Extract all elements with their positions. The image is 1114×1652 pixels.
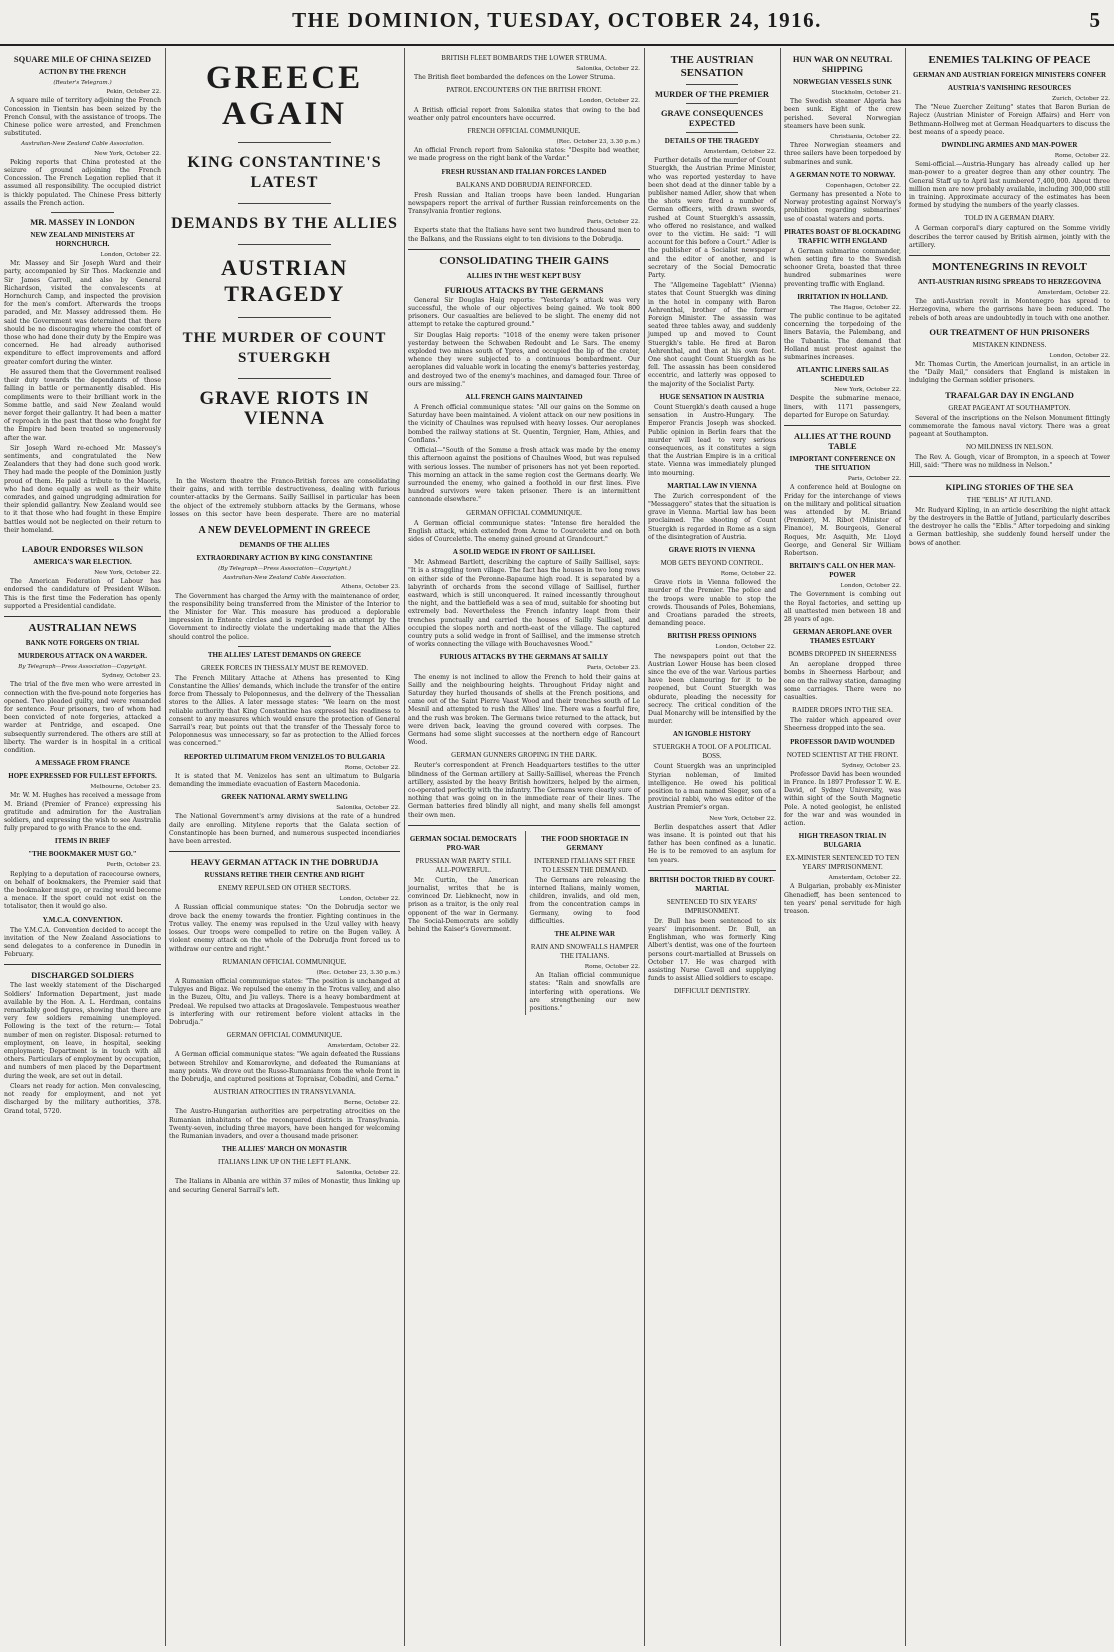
dateline: (Rec. October 23, 3.30 p.m.) [556, 139, 640, 146]
headline: RAIDER DROPS INTO THE SEA. [792, 706, 893, 715]
article-text: Mr. Curtin, the American journalist, writes that he is convinced Dr. Liebknecht, now in prison as a traitor, is the only real opponent of the war in Germany. The Social-Democrats are solidly behind the Kaiser's Government. [408, 876, 519, 934]
subheadline: DETAILS OF THE TRAGEDY [664, 137, 760, 145]
article-text: Several of the inscriptions on the Nelson Monument fittingly commemorate the famous naval victory. There was a great pageant at Southampton. [909, 414, 1110, 439]
article-text: Official—"South of the Somme a fresh attack was made by the enemy this afternoon against the positions of Chaulnes Wood, but was repulsed with serious losses. The number of prisoners has not yet been reported. This morning an attack in the same region cost the Germans dearly. We surrounded the enemy, who gained a foothold in our first lines. Five hundred survivors were taken prisoner. There is an intermittent cannonade elsewhere." [408, 447, 640, 504]
article-text: A British official report from Salonika states that owing to the bad weather only patrol encounters have occurred. [408, 106, 640, 122]
headline-deck: THE MURDER OF COUNT STUERGKH [182, 330, 387, 366]
headline: GERMAN OFFICIAL COMMUNIQUE. [466, 508, 582, 517]
source-line: Australian-New Zealand Cable Association. [223, 575, 346, 582]
divider [4, 616, 161, 617]
dateline: The Hague, October 22. [830, 304, 901, 311]
subheadline: NORWEGIAN VESSELS SUNK [793, 78, 892, 86]
article-text: The French Military Attache at Athens has presented to King Constantine the Allies' demands, which include the transfer of the entire force from Thessaly to Peloponnesus, and the delivery of the Thessalian stores to the Allies. A later message states: "We learn on the most reliable authority that King Constantine has expressed his readiness to consent to any measures which would ensure the protection of General Sarrail's rear, but points out that the transfer of the Thessaly force to Peloponnesus was unnecessary, so far as protection to the Allied forces was concerned." [169, 674, 400, 748]
headline: PROFESSOR DAVID WOUNDED [790, 737, 895, 746]
headline: ALLIES AT THE ROUND TABLE [793, 431, 892, 452]
article-text: A conference held at Boulogne on Friday for the interchange of views on the military and political situation was attended by M. Briand (Premier), M. Ribot (Minister of Finance), M. Bourgeois, General Roques, Mr. Asquith, Mr. Lloyd George, and General Sir William Robertson. [784, 484, 901, 557]
subheadline: INTERNED ITALIANS SET FREE TO LESSEN THE DEMAND. [534, 856, 636, 874]
article-text: A Bulgarian, probably ex-Minister Ghenadieff, has been sentenced to ten years' penal servitude for high treason. [784, 883, 901, 915]
masthead [0, 0, 1114, 46]
subheadline: MOB GETS BEYOND CONTROL. [660, 558, 764, 567]
source-line: By Telegraph—Press Association—Copyright. [18, 663, 147, 670]
divider [51, 212, 114, 213]
dateline: Stockholm, October 21. [831, 90, 901, 96]
headline: HEAVY GERMAN ATTACK IN THE DOBRUDJA [190, 857, 379, 868]
divider [238, 378, 330, 379]
subheadline: AMERICA'S WAR ELECTION. [33, 557, 132, 566]
source-line: (Reuter's Telegram.) [53, 80, 112, 86]
article-text: The last weekly statement of the Discharged Soldiers' Information Department, just made available by the Hon. A. L. Herdman, contains remarkably good figures, showing that there are very few soldiers remaining unemployed. Following is the text of the return:— Total number of men on register. Disposal: returned to employment, on leave, in hospital, seeking employment; Department is in touch with all others. Particulars of employment by occupation, and numbers of men placed by the Department during the week, are set out in detail. [4, 982, 161, 1080]
headline: ALL FRENCH GAINS MAINTAINED [465, 393, 583, 402]
headline: AUSTRALIAN NEWS [28, 621, 137, 634]
subheadline: STUERGKH A TOOL OF A POLITICAL BOSS. [653, 743, 771, 761]
divider [909, 255, 1110, 256]
divider [909, 476, 1110, 477]
article-text: Mr. Rudyard Kipling, in an article describing the night attack by the destroyers in the Battle of Jutland, particularly describes the destroyer he calls the "Eblis." After torpedoing and sinking a German battleship, she suddenly found herself under the bows of another. [909, 506, 1110, 547]
headline-deck: GRAVE RIOTS IN VIENNA [199, 388, 370, 429]
headline: TOLD IN A GERMAN DIARY. [964, 214, 1055, 223]
subheadline: NEW ZEALAND MINISTERS AT HORNCHURCH. [30, 231, 135, 249]
headline: TRAFALGAR DAY IN ENGLAND [945, 389, 1074, 400]
subheadline: ACTION BY THE FRENCH [39, 68, 126, 76]
article-text: The enemy is not inclined to allow the French to hold their gains at Sailly and the neighbouring heights. Throughout Friday night and Saturday they hurled thousands of shells at the French positions, and came out of the Saint Pierre Vaast Wood and their trenches south of Le Mesnil and attempted to rush the Allies' line. There was a fearful fire, and the rush was broken. The Germans twice returned to the attack, but were driven back, leaving the ground covered with corpses. The Germans had some slight successes at the northern edge of Rancourt Wood. [408, 673, 640, 747]
dateline: London, October 22. [339, 896, 400, 903]
article-text: Peking reports that China protested at the seizure of ground adjoining the French Concession. The French Legation replied that it assumed all responsibility. The occupied district is thickly populated. The Chinese Press bitterly assails the French action. [4, 158, 161, 207]
article-text: Sir Douglas Haig reports: "1018 of the enemy were taken prisoner yesterday between the Schwaben Redoubt and Le Sars. The enemy exploded two mines south of Ypres, and occupied the lip of the crater, whence they were subjected to a continuous bombardment. Our aeroplanes did valuable work in locating the enemy's batteries yesterday, and destroyed two of the enemy's machines, and damaged four. Three of ours are missing." [408, 331, 640, 388]
subheadline: GRAVE CONSEQUENCES EXPECTED [660, 108, 764, 128]
headline: AN IGNOBLE HISTORY [672, 730, 752, 739]
divider [408, 825, 640, 826]
masthead-title: THE DOMINION, TUESDAY, OCTOBER 24, 1916. [292, 8, 822, 32]
divider [238, 646, 330, 647]
headline: GREEK NATIONAL ARMY SWELLING [221, 793, 348, 802]
dateline: New York, October 22. [834, 387, 901, 394]
article-text: Reuter's correspondent at French Headquarters testifies to the utter blindness of the German artillery at Sailly-Saillisel, whereas the French artillery, assisted by the heavy British howitzers, helped by the airmen, co-operated perfectly with the infantry. The Germans were clearly sure of nothing that was going on in the immediate rear of their lines. The German batteries fired blindly all night, and many shells fell amongst their own men. [408, 762, 640, 819]
article-text: The Government has charged the Army with the maintenance of order, the responsibility being transferred from the Minister of the Interior to the Minister for War. This measure has produced a deplorable impression in Entente circles and is regarded as an attempt by the Government to indirectly violate the undertaking made that the Allies should control the police. [169, 592, 400, 641]
article-text: Grave riots in Vienna followed the murder of the Premier. The police and the troops were unable to stop the crowds. Thousands of Poles, Bohemians, and Croatians paraded the streets, demanding peace. [648, 579, 776, 628]
article-text: Three Norwegian steamers and three sailers have been torpedoed by submarines and sunk. [784, 142, 901, 166]
article-text: Count Stuergkh was an unprincipled Styrian nobleman, of limited intelligence. He owed his political position to a man named Sieger, son of a provincial rabbi, who was editor of the Austrian Premier's organ. [648, 763, 776, 812]
dateline: Salonika, October 22. [336, 1170, 400, 1177]
article-text: An official French report from Salonika states: "Despite bad weather, we made progress on the right bank of the Vardar." [408, 147, 640, 163]
bottom-split [408, 831, 640, 1015]
headline: AUSTRIAN ATROCITIES IN TRANSYLVANIA. [213, 1088, 356, 1097]
dateline: Amsterdam, October 22. [327, 1043, 400, 1050]
subheadline: EX-MINISTER SENTENCED TO TEN YEARS' IMPRISONMENT. [785, 854, 900, 872]
main-headline: GREECE AGAIN [205, 60, 364, 132]
headline: DWINDLING ARMIES AND MAN-POWER [941, 141, 1078, 150]
article-text: The anti-Austrian revolt in Montenegro has spread to Herzegovina, where the garrisons have been reduced. The rebels of both areas are undoubtedly in touch with one another. [909, 298, 1110, 322]
dateline: Copenhagen, October 22. [825, 182, 901, 189]
article-text: Further details of the murder of Count Stuergkh, the Austrian Prime Minister, who was reported yesterday to have been shot dead at the dinner table by a publisher named Adler, show that when the shots were fired a number of German officers, with drawn swords, rushed at Count Stuergkh's assassin, who offered no resistance, and walked over to the victim. He said: "I will account for this before a Court." Adler is the publisher of a Socialist newspaper and the editor of another, and is secretary of the Social Democratic Party. [648, 157, 776, 280]
divider [686, 132, 737, 133]
dateline: Christiania, October 22. [830, 134, 901, 141]
article-text: A German official communique states: "Intense fire heralded the English attack, which extended from Acme to Courcelette and on both sides of Courcelette. The enemy gained ground at Grandcourt." [408, 519, 640, 543]
article-text: The Swedish steamer Algeria has been sunk. Eight of the crew perished. Several Norwegian steamers have been sunk. [784, 98, 901, 130]
article-text: A German submarine commander, when setting fire to the Swedish schooner Greta, boasted that three hundred submarines were preventing traffic with England. [784, 247, 901, 288]
divider [238, 203, 330, 204]
dateline: Salonika, October 22. [576, 66, 640, 72]
headline-deck: AUSTRIAN TRAGEDY [221, 255, 348, 306]
dateline: London, October 22. [1049, 352, 1110, 359]
article-text: A French official communique states: "All our gains on the Somme on Saturday have been maintained. A violent attack on our new positions in the vicinity of Chaulnes was repulsed with heavy losses. Our aeroplanes bombed the railway stations at St. Quentin, Tergnier, Ham, Athies, and Conflans." [408, 404, 640, 444]
dateline: Rome, October 22. [1054, 153, 1110, 160]
subheadline: THE "EBLIS" AT JUTLAND. [966, 495, 1053, 504]
dateline: London, October 22. [579, 98, 640, 105]
headline: DISCHARGED SOLDIERS [31, 970, 134, 981]
subheadline: SENTENCED TO SIX YEARS' IMPRISONMENT. [666, 897, 758, 915]
subheadline: NOTED SCIENTIST AT THE FRONT. [786, 750, 899, 759]
article-text: The Y.M.C.A. Convention decided to accept the invitation of the New Zealand Associations to send delegates to a conference in Dunedin in February. [4, 926, 161, 959]
article-text: Count Stuergkh's death caused a huge sensation in Austro-Hungary. The Emperor Francis Joseph was shocked. Public opinion in Berlin fears that the murder will lead to very serious consequences, as it constitutes a sign that the Austrian Empire is in a critical state. Vienna was immediately plunged into mourning. [648, 403, 776, 477]
divider [238, 317, 330, 318]
food-article [525, 831, 641, 1015]
article-text: Professor David has been wounded in France. In 1897 Professor T. W. E. David, of Sydney University, was within sight of the South Magnetic Pole. A noted geologist, he enlisted for the war and was wounded in action. [784, 770, 901, 827]
dateline: Sydney, October 23. [841, 762, 901, 769]
article-text: Despite the submarine menace, liners, with 1171 passengers, departed for Europe on Saturday. [784, 395, 901, 419]
war-summary-intro [170, 478, 400, 518]
headline: ITEMS IN BRIEF [54, 837, 111, 846]
dateline: (Rec. October 23, 3.30 p.m.) [316, 969, 400, 976]
headline: THE ALLIES' LATEST DEMANDS ON GREECE [207, 650, 362, 659]
article-text: Berlin despatches assert that Adler was insane. It is pointed out that his father has been confined as a lunatic. He is to be removed to an asylum for ten years. [648, 823, 776, 864]
article-text: An Italian official communique states: "Rain and snowfalls are interfering with operations. We are strengthening our new positions." [529, 972, 640, 1013]
headline: THE ALLIES' MARCH ON MONASTIR [221, 1145, 348, 1154]
dateline: Rome, October 22. [720, 570, 776, 577]
divider [686, 84, 737, 85]
dateline: Amsterdam, October 22. [703, 149, 776, 155]
subheadline: BOMBS DROPPED IN SHEERNESS [788, 650, 897, 659]
subheadline: RAIN AND SNOWFALLS HAMPER THE ITALIANS. [530, 943, 639, 961]
divider [686, 103, 737, 104]
headline: A NEW DEVELOPMENT IN GREECE [198, 525, 371, 536]
article-text: Sir Joseph Ward re-echoed Mr. Massey's sentiments, and congratulated the New Zealanders that they had done such good work. They had made the people of the Dominion justly proud of them. He paid a tribute to the Maoris, who had done equally as well as their white comrades, and gained ungrudging admiration for their splendid gallantry. New Zealand would see to it that those who had fought in these Empire battles would not be neglected on their return to their homeland. [4, 444, 161, 534]
divider [408, 249, 640, 250]
headline: THE ALPINE WAR [554, 930, 616, 939]
headline: PATROL ENCOUNTERS ON THE BRITISH FRONT. [446, 86, 602, 95]
article-text: He assured them that the Government realised their duty towards the dependants of those falling in battle or permanently disabled. His compliments were to their brilliant work in the Somme battle, and said New Zealand would never forget their gallantry. It had been a matter of reproach in the past that those who fought for the Empire had been treated so ungenerously after the war. [4, 368, 161, 442]
headline: FURIOUS ATTACKS BY THE GERMANS AT SAILLY [439, 653, 609, 662]
article-text: In the Western theatre the Franco-British forces are consolidating their gains, and with terrible destructiveness, dealing with furious counter-attacks by the Germans. Sailly Saillisel in particular has been the object of the extremely stubborn attacks by the Germans, whose losses on this sector have been desperate. There are no material [170, 478, 400, 518]
subheadline: DEMANDS OF THE ALLIES [239, 541, 330, 549]
subheadline: MISTAKEN KINDNESS. [972, 340, 1047, 349]
divider [648, 870, 776, 871]
column-2-headlines [165, 50, 404, 500]
subheadline: HOPE EXPRESSED FOR FULLEST EFFORTS. [8, 772, 157, 781]
article-text: The "Neue Zuercher Zeitung" states that Baron Burian de Rajecz (Austrian Minister of Foreign Affairs) and Herr von Bethmann-Hollweg met at German Headquarters to discuss the best means of a speedy peace. [909, 104, 1110, 136]
headline: A SOLID WEDGE IN FRONT OF SAILLISEL [452, 548, 596, 557]
dateline: Amsterdam, October 22. [1037, 290, 1110, 297]
headline: ENEMIES TALKING OF PEACE [928, 54, 1091, 66]
headline: KIPLING STORIES OF THE SEA [945, 481, 1074, 492]
divider [784, 425, 901, 426]
divider [238, 244, 330, 245]
dateline: Zurich, October 22. [1052, 96, 1110, 102]
headline: REPORTED ULTIMATUM FROM VENIZELOS TO BULGARIA [183, 752, 386, 761]
column-2-greece [165, 520, 404, 1646]
headline: BRITISH DOCTOR TRIED BY COURT-MARTIAL [649, 875, 775, 893]
article-text: Mr. Ashmead Bartlett, describing the capture of Sailly Saillisel, says: "It is a straggling town village. The fact has the houses in two long rows on either side of the Peronne-Bapaume high road. It is separated by a labyrinth of orchards from the second village of Saillisel, further eastward, which is still unconquered. It rained incessantly throughout the night, and the battlefield was a sea of mud, suitable for shooting but extremely bad. Nevertheless the French infantry leapt from their trenches punctually and carried the houses of Sailly Saillisel, and occupied the slopes north and north-east of the village. The captured country puts a solid wedge in front of Saillisel, and the immense stretch of works connecting the village with Bouchavesnes Wood." [408, 559, 640, 649]
headline: A GERMAN NOTE TO NORWAY. [789, 170, 896, 179]
headline: THE FOOD SHORTAGE IN GERMANY [541, 834, 629, 852]
subheadline: BANK NOTE FORGERS ON TRIAL [25, 638, 140, 647]
article-text: The American Federation of Labour has endorsed the candidature of President Wilson. This is the first time the Federation has openly supported a Presidential candidate. [4, 578, 161, 610]
headline: GERMAN AEROPLANE OVER THAMES ESTUARY [792, 628, 893, 646]
headline: MARTIAL LAW IN VIENNA [667, 481, 757, 490]
source-line: (By Telegraph—Press Association—Copyright.) [218, 566, 351, 572]
article-text: Mr. Massey and Sir Joseph Ward and their party, accompanied by Sir Thos. Mackenzie and Sir James Carroll, and also by General Richardson, visited the convalescents at Hornchurch Camp, and inspected the provision for the men's comfort. Afterwards the troops paraded, and Mr. Massey addressed them. He said the Government was determined that there should be no discouraging where the comfort of those who had done their duty by the Empire was concerned. He had already authorised expenditure to effect improvements and afford greater comfort during the winter. [4, 260, 161, 366]
dateline: Paris, October 22. [847, 476, 901, 483]
dateline: Sydney, October 23. [101, 673, 161, 680]
headline-deck: KING CONSTANTINE'S LATEST [187, 154, 382, 191]
headline: HUGE SENSATION IN AUSTRIA [659, 392, 765, 401]
socdem-article [408, 831, 519, 1015]
subheadline: GREEK FORCES IN THESSALY MUST BE REMOVED. [201, 663, 368, 672]
page-number: 5 [1089, 8, 1100, 32]
article-text: General Sir Douglas Haig reports: "Yesterday's attack was very successful, the whole of our objectives being gained. We took 800 prisoners. Our casualties are believed to be slight. The enemy did not attempt to retake the captured ground." [408, 296, 640, 329]
dateline: Paris, October 22. [586, 219, 640, 226]
article-text: The Zurich correspondent of the "Messaggero" states that the situation is grave in Vienna. Martial law has been proclaimed. The shooting of Count Stuergkh is regarded in Rome as a sign of the disintegration of Austria. [648, 492, 776, 541]
subheadline: IMPORTANT CONFERENCE ON THE SITUATION [789, 455, 896, 473]
headline: BRITISH PRESS OPINIONS [667, 632, 757, 641]
subheadline: GERMAN AND AUSTRIAN FOREIGN MINISTERS CONFER [912, 71, 1107, 79]
headline: DIFFICULT DENTISTRY. [673, 987, 751, 996]
headline: FRENCH OFFICIAL COMMUNIQUE. [467, 127, 581, 136]
headline-deck: DEMANDS BY THE ALLIES [171, 215, 398, 232]
column-5 [780, 50, 905, 1646]
headline: SQUARE MILE OF CHINA SEIZED [13, 54, 152, 64]
headline: A MESSAGE FROM FRANCE [35, 759, 130, 768]
headline: IRRITATION IN HOLLAND. [797, 292, 888, 301]
headline: OUR TREATMENT OF HUN PRISONERS [929, 326, 1090, 337]
subheadline: PRUSSIAN WAR PARTY STILL ALL-POWERFUL. [415, 856, 511, 874]
subheadline: ENEMY REPULSED ON OTHER SECTORS. [218, 884, 351, 893]
article-text: The public continue to be agitated concerning the torpedoing of the liners Batavia, the Palembang, and the Tubantia. The demand that Holland must protest against the submarines increases. [784, 313, 901, 362]
article-text: A German official communique states: "We again defeated the Russians between Strehilov and Komarovkyne, and defeated the Rumanians at many points. We drove out the Russo-Rumanians from the whole front in the Dobrudja, and captured positions at Topraisar, Cobadini, and Cerna." [169, 1051, 400, 1083]
article-text: A Russian official communique states: "On the Dobrudja sector we drove back the enemy towards the frontier. Fighting continues in the Trotus valley. The enemy was repulsed in the Uzul valley with heavy losses. Our troops were compelled to retire on the Bugen valley. A violent enemy attack on the whole of the Dobrudja front forced us to withdraw our centre and right." [169, 904, 400, 953]
headline: PIRATES BOAST OF BLOCKADING TRAFFIC WITH ENGLAND [784, 227, 901, 245]
subheadline: "THE BOOKMAKER MUST GO." [28, 850, 137, 859]
article-text: A square mile of territory adjoining the French Concession in Tientsin has been seized by the French Consul, with the assistance of troops. The Chinese police were arrested, and Frenchmen substituted. [4, 97, 161, 138]
dateline: New York, October 22. [709, 815, 776, 822]
dateline: Salonika, October 22. [336, 805, 400, 812]
article-text: The Rev. A. Gough, vicar of Brompton, in a speech at Tower Hill, said: "There was no mildness in Nelson." [909, 454, 1110, 470]
article-text: Mr. W. M. Hughes has received a message from M. Briand (Premier of France) expressing his gratitude and admiration for the Australian soldiers, and expressing the wish to see Australia fully prepared to go with France to the end. [4, 792, 161, 833]
divider [51, 539, 114, 540]
subheadline: BALKANS AND DOBRUDJA REINFORCED. [456, 180, 592, 189]
headline: FRESH RUSSIAN AND ITALIAN FORCES LANDED [441, 167, 607, 176]
dateline: London, October 22. [715, 644, 776, 651]
article-text: The "Allgemeine Tageblatt" (Vienna) states that Count Stuergkh was dining in the hotel in company with Baron Aehrenthal, brother of the former Foreign Minister. The assassin was seated three tables away, and suddenly jumped up and moved to Count Stuergkh's table. He fired at Baron Aehrenthal, and then at his own foot. One shot caught Count Stuergkh as he fell. The assassin has been considered eccentric, and latterly was opposed to the majority of the Socialist Party. [648, 282, 776, 388]
article-text: The Germans are releasing the interned Italians, mainly women, children, invalids, and old men, from the concentration camps in Germany, owing to food difficulties. [529, 876, 640, 925]
headline: MR. MASSEY IN LONDON [30, 217, 135, 228]
headline: BRITAIN'S CALL ON HER MAN-POWER [789, 562, 896, 580]
dateline: Rome, October 22. [584, 964, 640, 971]
subheadline: AUSTRIA'S VANISHING RESOURCES [947, 84, 1072, 92]
article-text: The newspapers point out that the Austrian Lower House has been closed since the eve of the war. Various parties have been clamouring for it to be reopened, but Count Stuergkh was obdurate, pleading the necessity for secrecy. The critical condition of the Dual Monarchy will be intensified by the murder. [648, 652, 776, 726]
headline: GERMAN OFFICIAL COMMUNIQUE. [226, 1031, 343, 1040]
dateline: Berne, October 22. [343, 1100, 400, 1107]
headline: HIGH TREASON TRIAL IN BULGARIA [798, 832, 887, 850]
article-text: Semi-official.—Austria-Hungary has already called up her man-power to a greater degree than any other country. The General Staff up to April last numbered 7,400,000. About three million men are now probably available, including 300,000 still in training. Approximate accuracy of the estimates has been formed by studying the numbers of the yearly classes. [909, 161, 1110, 210]
subheadline: FURIOUS ATTACKS BY THE GERMANS [444, 284, 604, 295]
headline: HUN WAR ON NEUTRAL SHIPPING [792, 54, 893, 74]
subheadline: MURDEROUS ATTACK ON A WARDER. [18, 651, 147, 660]
subheadline: RUSSIANS RETIRE THEIR CENTRE AND RIGHT [204, 871, 365, 880]
article-text: A German corporal's diary captured on the Somme vividly describes the terror caused by British airmen, jointly with the artillery. [909, 225, 1110, 249]
headline: RUMANIAN OFFICIAL COMMUNIQUE. [222, 957, 347, 966]
dateline: Perth, October 23. [106, 862, 161, 869]
article-text: The National Government's army divisions at the rate of a hundred daily are enrolling. Mitylene reports that the Galata section of Constantinople has been burned, and numerous suspected incendiaries have been arrested. [169, 813, 400, 846]
article-text: The British fleet bombarded the defences on the Lower Struma. [414, 74, 616, 82]
subheadline: EXTRAORDINARY ACTION BY KING CONSTANTINE [196, 554, 373, 562]
subheadline: ANTI-AUSTRIAN RISING SPREADS TO HERZEGOVINA [917, 278, 1102, 287]
article-text: Mr. Thomas Curtin, the American journalist, in an article in the "Daily Mail," considers that England is mistaken in indulging the German soldier prisoners. [909, 361, 1110, 385]
article-text: A Rumanian official communique states: "The position is unchanged at Tulgyes and Bigaz. We repulsed the enemy in the Trotus valley, and also in the Buzeu, Oltu, and Jiu valleys. There is a heavy bombardment at Predeal. We repulsed two attacks at Dragoslavele. Tempestuous weather is interfering with our retirement before violent attacks in the Dobrudja." [169, 977, 400, 1026]
headline: MONTENEGRINS IN REVOLT [932, 261, 1087, 274]
headline: BRITISH FLEET BOMBARDS THE LOWER STRUMA. [441, 54, 607, 62]
dateline: New York, October 22. [94, 569, 161, 576]
subheadline: ITALIANS LINK UP ON THE LEFT FLANK. [218, 1158, 351, 1167]
dateline: Pekin, October 22. [106, 89, 161, 96]
dateline: New York, October 22. [94, 150, 161, 157]
dateline: Rome, October 22. [344, 764, 400, 771]
article-text: An aeroplane dropped three bombs in Sheerness Harbour, and one on the railway station, damaging some carriages. There were no casualties. [784, 661, 901, 701]
article-text: Clears net ready for action. Men convalescing, not ready for employment, and not yet discharged by the military authorities, 378. Grand total, 5720. [4, 1082, 161, 1115]
column-6 [905, 50, 1114, 1646]
article-text: Fresh Russian and Italian troops have been landed. Hungarian newspapers report the arrival of further Russian reinforcements on the Transylvania frontier regions. [408, 191, 640, 216]
column-3 [404, 50, 644, 1646]
divider [238, 142, 330, 143]
headline: NO MILDNESS IN NELSON. [965, 443, 1054, 452]
source-line: Australian-New Zealand Cable Association. [21, 141, 144, 148]
divider [169, 851, 400, 852]
subheadline: ALLIES IN THE WEST KEPT BUSY [466, 271, 582, 280]
headline: LABOUR ENDORSES WILSON [21, 543, 144, 554]
headline: CONSOLIDATING THEIR GAINS [439, 254, 609, 267]
subheadline: MURDER OF THE PREMIER [654, 89, 770, 99]
article-text: It is stated that M. Venizelos has sent an ultimatum to Bulgaria demanding the immediate evacuation of Eastern Macedonia. [169, 772, 400, 789]
article-text: Replying to a deputation of racecourse owners, on behalf of bookmakers, the Premier said that the bookmaker must go, or racing would become a menace. If the sport could not exist on the totalisator, then it would go also. [4, 870, 161, 911]
headline: GERMAN GUNNERS GROPING IN THE DARK. [451, 751, 597, 760]
dateline: Athens, October 23. [341, 584, 400, 591]
dateline: Melbourne, October 23. [90, 784, 161, 791]
article-text: Dr. Bull has been sentenced to six years' imprisonment. Dr. Bull, an Englishman, who was formerly King Albert's dentist, was one of the fourteen persons court-martialled at Brussels on October 17. He was charged with assisting Nurse Cavell and supplying funds to assist Allied soldiers to escape. [648, 917, 776, 983]
headline: GRAVE RIOTS IN VIENNA [668, 545, 756, 554]
article-text: The Italians in Albania are within 37 miles of Monastir, thus linking up and securing General Sarrail's left. [169, 1178, 400, 1194]
headline: ATLANTIC LINERS SAIL AS SCHEDULED [796, 366, 889, 384]
article-text: The Government is combing out the Royal factories, and setting up all unattested men between 18 and 28 years of age. [784, 591, 901, 623]
dateline: Paris, October 23. [586, 665, 640, 672]
article-text: Experts state that the Italians have sent two hundred thousand men to the Balkans, and the Russians eight to ten divisions to the Dobrudja. [408, 227, 640, 243]
column-4 [644, 50, 780, 1646]
article-text: The trial of the five men who were arrested in connection with the five-pound note forgeries has opened. Two pleaded guilty, and were remanded for sentence. Four prisoners, two of whom had been convicted of note forgeries, attacked a warder at Pentridge, and escaped. One subsequently surrendered. The others are still at liberty. The warder is in hospital in a critical condition. [4, 681, 161, 754]
headline: Y.M.C.A. CONVENTION. [42, 915, 123, 924]
article-text: The raider which appeared over Sheerness dropped into the sea. [784, 717, 901, 733]
divider [4, 964, 161, 965]
headline: THE AUSTRIAN SENSATION [670, 54, 754, 79]
headline: GERMAN SOCIAL DEMOCRATS PRO-WAR [409, 834, 517, 852]
dateline: Amsterdam, October 22. [828, 875, 901, 882]
dateline: London, October 22. [840, 583, 901, 590]
column-1 [0, 50, 165, 1646]
dateline: London, October 22. [100, 252, 161, 259]
article-text: The Austro-Hungarian authorities are perpetrating atrocities on the Rumanian inhabitants of the reconquered districts in Transylvania. Twenty-seven, including three mayors, have been hanged for welcoming the Rumanian invaders, and over a thousand made prisoner. [169, 1108, 400, 1140]
subheadline: GREAT PAGEANT AT SOUTHAMPTON. [948, 403, 1071, 412]
article-text: Germany has presented a Note to Norway protesting against Norway's prohibition regarding submarines' use of coastal waters and ports. [784, 191, 901, 223]
